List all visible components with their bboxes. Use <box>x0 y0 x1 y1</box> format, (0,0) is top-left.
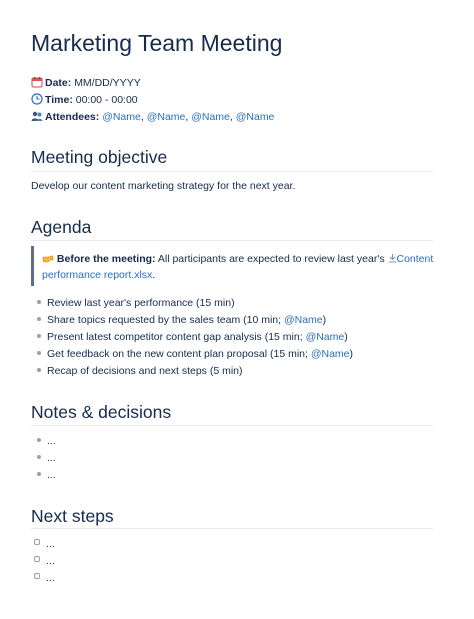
list-item <box>37 296 235 310</box>
attendee-mention[interactable]: @Name <box>235 111 275 123</box>
note-text[interactable]: ... <box>47 435 56 447</box>
agenda-mention[interactable]: @Name <box>283 314 323 326</box>
time-label: Time: <box>45 94 73 106</box>
date-row <box>31 76 141 90</box>
bullet-icon <box>37 472 41 476</box>
task-text[interactable]: ... <box>46 572 55 584</box>
next-steps-heading: Next steps <box>31 506 114 526</box>
download-icon <box>388 253 397 263</box>
date-value: MM/DD/YYYY <box>74 77 141 89</box>
attendees-row: Attendees: @Name, @Name, @Name, @Name <box>31 110 274 124</box>
date-label: Date: <box>45 77 72 89</box>
task-item[interactable] <box>34 554 55 568</box>
bullet-icon <box>37 317 41 321</box>
report-link[interactable]: performance report.xlsx <box>42 269 153 281</box>
task-item[interactable] <box>34 571 55 585</box>
list-item[interactable] <box>37 468 56 482</box>
bullet-icon <box>37 438 41 442</box>
task-checkbox[interactable] <box>34 573 40 579</box>
agenda-item-text: Review last year's performance (15 min) <box>47 297 235 309</box>
task-text[interactable]: ... <box>46 538 55 550</box>
bullet-icon <box>37 368 41 372</box>
divider <box>31 240 433 241</box>
calendar-icon <box>31 76 43 88</box>
task-text[interactable]: ... <box>46 555 55 567</box>
report-link[interactable]: Content <box>396 253 434 265</box>
objective-heading: Meeting objective <box>31 147 168 167</box>
panel-text: All participants are expected to review last year's <box>157 253 385 265</box>
attendees-label: Attendees: <box>45 111 100 123</box>
list-item <box>37 347 353 361</box>
list-item[interactable] <box>37 434 56 448</box>
attendee-mention[interactable]: @Name <box>191 111 230 123</box>
panel-label: Before the meeting: <box>56 253 156 265</box>
attendee-mention[interactable]: @Name <box>102 111 141 123</box>
list-item <box>37 364 243 378</box>
task-item[interactable] <box>34 537 55 551</box>
clock-icon <box>31 93 43 105</box>
agenda-mention[interactable]: @Name <box>310 348 350 360</box>
notes-heading: Notes & decisions <box>31 402 172 422</box>
panel-end: . <box>152 269 156 281</box>
list-item <box>37 330 348 344</box>
agenda-item-text: Recap of decisions and next steps (5 min) <box>47 365 243 377</box>
agenda-item-end: ) <box>349 348 354 360</box>
note-text[interactable]: ... <box>47 452 56 464</box>
agenda-item-text: Present latest competitor content gap analysis (15 min; <box>47 331 306 343</box>
bullet-icon <box>37 334 41 338</box>
before-meeting-panel <box>31 246 433 286</box>
divider <box>31 171 433 172</box>
page-title: Marketing Team Meeting <box>31 30 283 56</box>
time-row <box>31 93 138 107</box>
time-value: 00:00 - 00:00 <box>75 94 138 106</box>
attendee-mention[interactable]: @Name <box>146 111 186 123</box>
pointing-hand-icon <box>42 252 54 264</box>
divider <box>31 528 433 529</box>
panel-line <box>42 251 433 267</box>
people-icon <box>31 110 43 122</box>
agenda-item-text: Get feedback on the new content plan proposal (15 min; <box>47 348 311 360</box>
list-item <box>37 313 326 327</box>
bullet-icon <box>37 455 41 459</box>
task-checkbox[interactable] <box>34 539 40 545</box>
agenda-item-end: ) <box>344 331 348 343</box>
list-item[interactable] <box>37 451 56 465</box>
objective-text: Develop our content marketing strategy for the next year. <box>31 180 296 192</box>
bullet-icon <box>37 300 41 304</box>
note-text[interactable]: ... <box>47 469 56 481</box>
task-checkbox[interactable] <box>34 556 40 562</box>
agenda-mention[interactable]: @Name <box>305 331 345 343</box>
panel-line <box>42 267 433 283</box>
bullet-icon <box>37 351 41 355</box>
agenda-item-text: Share topics requested by the sales team (10 min; <box>47 314 284 326</box>
agenda-heading: Agenda <box>31 217 92 237</box>
divider <box>31 425 433 426</box>
agenda-item-end: ) <box>322 314 327 326</box>
